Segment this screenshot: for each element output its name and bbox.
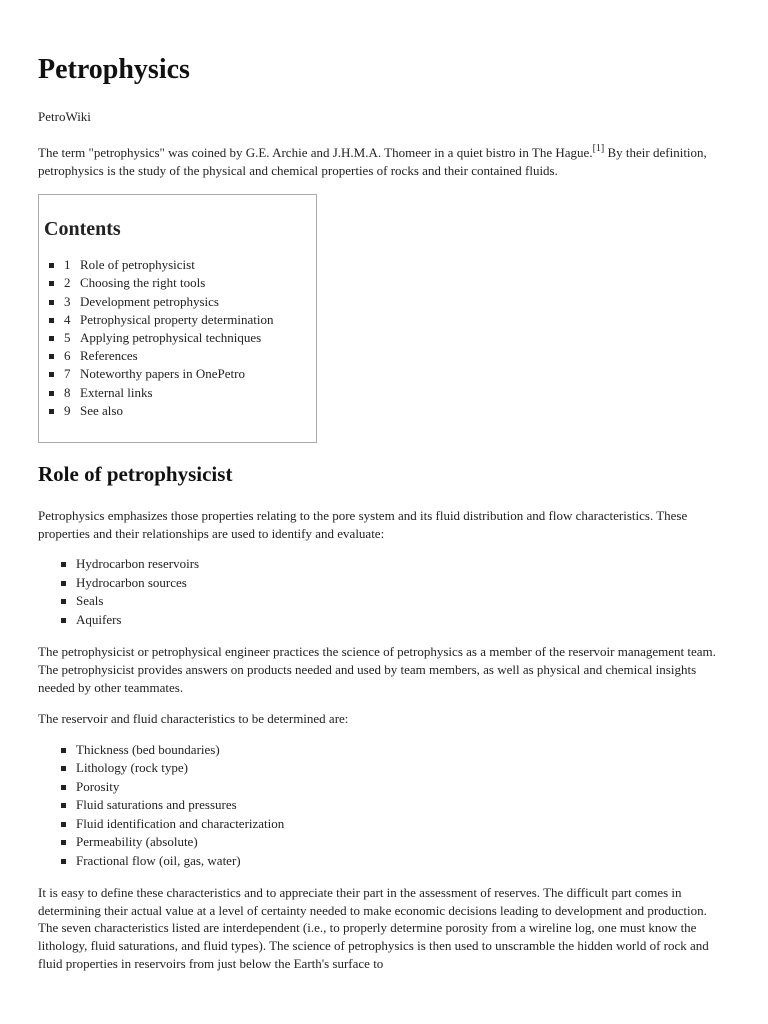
toc-number: 7 — [64, 366, 71, 382]
toc-number: 4 — [64, 311, 71, 327]
intro-paragraph — [38, 144, 728, 179]
toc-label: Role of petrophysicist — [80, 257, 195, 273]
paragraph: Petrophysics emphasizes those properties relating to the pore system and its fluid distribution and flow characteristics. These properties and their relationships are used to identify and evaluate: — [38, 508, 688, 541]
list-item: Hydrocarbon reservoirs — [76, 555, 728, 574]
toc-item-see-also[interactable] — [64, 402, 316, 420]
list-item: Hydrocarbon sources — [76, 574, 728, 593]
toc-item-property-determination[interactable] — [64, 311, 316, 329]
toc-item-onepetro[interactable] — [64, 365, 316, 383]
bullet-list-characteristics — [38, 741, 728, 871]
paragraph: It is easy to define these characteristics and to appreciate their part in the assessment of reserves. The difficult part comes in determining their actual value at a level of certainty needed to make economic decisions leading to development and production. The seven characteristics listed are interdependent (i.e., to properly determine porosity from a wireline log, one must know the lithology, fluid saturations, and fluid types). The science of petrophysics is then used to unscramble the hidden world of rock and fluid properties in reservoirs from just below the Earth's surface to — [38, 885, 709, 971]
toc-number: 6 — [64, 348, 71, 364]
toc-label: References — [80, 348, 138, 364]
table-of-contents — [38, 194, 317, 443]
toc-number: 1 — [64, 257, 71, 273]
toc-list — [44, 256, 316, 420]
toc-item-techniques[interactable] — [64, 329, 316, 347]
list-item: Fractional flow (oil, gas, water) — [76, 852, 728, 871]
intro-text: The term "petrophysics" was coined by G.E. Archie and J.H.M.A. Thomeer in a quiet bistro in The Hague. — [38, 145, 593, 160]
toc-number: 8 — [64, 384, 71, 400]
site-subtitle: PetroWiki — [38, 109, 91, 124]
toc-label: Noteworthy papers in OnePetro — [80, 366, 245, 382]
section-heading-role: Role of petrophysicist — [38, 462, 233, 487]
intro-text-continued: By their definition, petrophysics is the study of the physical and chemical properties of rocks and their contained fluids. — [38, 145, 707, 178]
toc-number: 3 — [64, 293, 71, 309]
toc-label: Development petrophysics — [80, 293, 219, 309]
toc-label: Choosing the right tools — [80, 275, 206, 291]
paragraph: The reservoir and fluid characteristics to be determined are: — [38, 711, 349, 727]
toc-label: Applying petrophysical techniques — [80, 330, 262, 345]
toc-item-tools[interactable] — [64, 274, 316, 292]
toc-heading: Contents — [44, 218, 121, 241]
list-item: Thickness (bed boundaries) — [76, 741, 728, 760]
bullet-list-evaluate — [38, 555, 728, 629]
list-item: Porosity — [76, 778, 728, 797]
list-item: Permeability (absolute) — [76, 833, 728, 852]
toc-label: Petrophysical property determination — [80, 311, 274, 327]
list-item: Fluid saturations and pressures — [76, 796, 728, 815]
reference-link-1[interactable]: [1] — [592, 143, 605, 154]
toc-item-development[interactable] — [64, 293, 316, 311]
article — [38, 0, 728, 972]
list-item: Fluid identification and characterization — [76, 815, 728, 834]
list-item: Lithology (rock type) — [76, 759, 728, 778]
list-item: Aquifers — [76, 611, 728, 630]
toc-number: 5 — [64, 330, 71, 345]
toc-item-role[interactable] — [64, 256, 316, 274]
toc-number: 2 — [64, 275, 71, 291]
toc-label: External links — [80, 384, 153, 400]
list-item: Seals — [76, 592, 728, 611]
toc-number: 9 — [64, 402, 71, 418]
toc-item-references[interactable] — [64, 347, 316, 365]
page-title: Petrophysics — [38, 54, 190, 85]
toc-item-external-links[interactable] — [64, 384, 316, 402]
toc-label: See also — [80, 402, 123, 418]
paragraph: The petrophysicist or petrophysical engineer practices the science of petrophysics as a member of the reservoir management team. The petrophysicist provides answers on products needed and used by team members, as well as physical and chemical insights needed by other teammates. — [38, 644, 716, 695]
